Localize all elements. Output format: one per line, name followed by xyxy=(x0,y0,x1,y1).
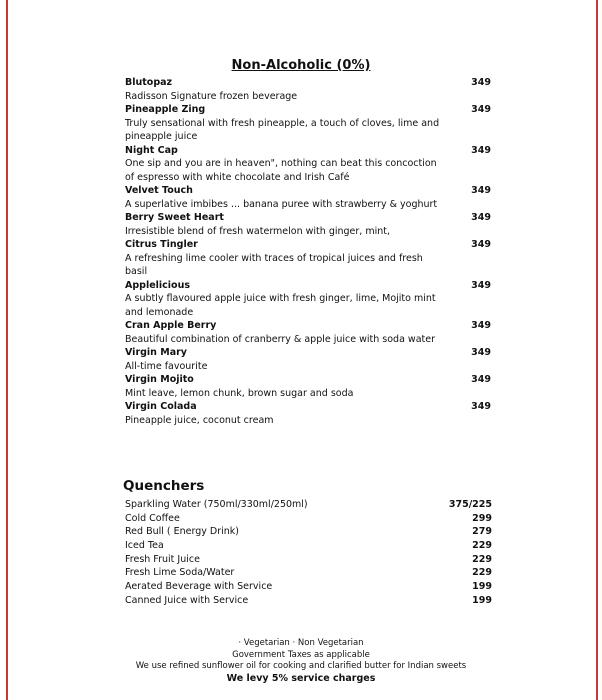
quencher-row xyxy=(125,594,495,608)
menu-item xyxy=(125,238,495,279)
item-description: One sip and you are in heaven", nothing can beat this concoction of espresso with white chocolate and Irish Café xyxy=(125,158,437,183)
item-name: Blutopaz xyxy=(125,77,173,88)
item-description: Mint leave, lemon chunk, brown sugar and soda xyxy=(125,387,354,399)
section-title: Non-Alcoholic (0%) xyxy=(231,58,371,73)
quencher-price: 229 xyxy=(472,567,492,579)
item-description: Radisson Signature frozen beverage xyxy=(125,90,298,102)
quencher-row xyxy=(125,525,495,539)
quencher-row xyxy=(125,566,495,580)
quencher-price: 199 xyxy=(472,581,492,593)
item-name: Virgin Colada xyxy=(125,401,197,412)
item-name: Virgin Mojito xyxy=(125,374,194,385)
item-name: Pineapple Zing xyxy=(125,104,206,115)
item-price: 349 xyxy=(471,239,491,250)
item-price: 349 xyxy=(471,212,491,223)
item-name: Night Cap xyxy=(125,144,178,156)
right-border xyxy=(596,0,598,700)
item-description: A refreshing lime cooler with traces of tropical juices and fresh basil xyxy=(125,252,423,277)
item-price: 349 xyxy=(471,104,491,115)
quencher-price: 299 xyxy=(472,512,492,524)
footer-oil-note: We use refined sunflower oil for cooking and clarified butter for Indian sweets xyxy=(135,661,467,671)
quencher-price: 229 xyxy=(472,540,492,552)
item-price: 349 xyxy=(471,401,491,412)
item-price: 349 xyxy=(471,77,491,88)
footer xyxy=(0,638,602,684)
item-name: Berry Sweet Heart xyxy=(125,212,224,223)
item-name: Applelicious xyxy=(125,279,190,291)
quencher-name: Canned Juice with Service xyxy=(125,594,249,606)
quencher-name: Fresh Lime Soda/Water xyxy=(125,567,235,579)
footer-legend: · Vegetarian · Non Vegetarian xyxy=(238,638,364,648)
quencher-row xyxy=(125,498,495,512)
menu-item xyxy=(125,279,495,320)
item-description: A subtly flavoured apple juice with fresh ginger, lime, Mojito mint and lemonade xyxy=(125,293,436,318)
menu-item xyxy=(125,400,495,427)
quencher-row xyxy=(125,539,495,553)
item-name: Velvet Touch xyxy=(125,185,193,196)
item-description: All-time favourite xyxy=(125,360,208,372)
menu-item xyxy=(125,76,495,103)
beverage-list xyxy=(125,76,495,427)
item-price: 349 xyxy=(471,144,491,156)
quencher-name: Aerated Beverage with Service xyxy=(125,581,273,593)
item-price: 349 xyxy=(471,185,491,196)
left-border xyxy=(6,0,8,700)
menu-item xyxy=(125,346,495,373)
item-name: Virgin Mary xyxy=(125,347,187,358)
item-name: Citrus Tingler xyxy=(125,239,198,250)
item-name: Cran Apple Berry xyxy=(125,320,217,331)
item-description: A superlative imbibes ... banana puree with strawberry & yoghurt xyxy=(125,198,438,210)
footer-taxes: Government Taxes as applicable xyxy=(232,649,370,660)
item-description: Irresistible blend of fresh watermelon with ginger, mint, xyxy=(125,225,390,237)
quenchers-title: Quenchers xyxy=(123,478,205,494)
quencher-name: Cold Coffee xyxy=(125,512,180,524)
quenchers-list xyxy=(125,498,495,608)
menu-item xyxy=(125,373,495,400)
item-description: Pineapple juice, coconut cream xyxy=(125,414,274,426)
item-price: 349 xyxy=(471,279,491,291)
item-description: Truly sensational with fresh pineapple, a touch of cloves, lime and pineapple juice xyxy=(125,117,440,142)
quencher-price: 279 xyxy=(472,526,492,538)
menu-item xyxy=(125,319,495,346)
quencher-row xyxy=(125,553,495,567)
quencher-row xyxy=(125,512,495,526)
quencher-name: Sparkling Water (750ml/330ml/250ml) xyxy=(125,499,308,510)
quencher-row xyxy=(125,580,495,594)
quencher-price: 199 xyxy=(472,594,492,606)
quencher-price: 229 xyxy=(472,553,492,565)
item-description: Beautiful combination of cranberry & apple juice with soda water xyxy=(125,333,435,345)
menu-item xyxy=(125,144,495,185)
item-price: 349 xyxy=(471,347,491,358)
quencher-name: Red Bull ( Energy Drink) xyxy=(125,526,239,538)
menu-item xyxy=(125,184,495,211)
quencher-name: Fresh Fruit Juice xyxy=(125,553,200,565)
footer-service-charge: We levy 5% service charges xyxy=(226,672,376,684)
quencher-name: Iced Tea xyxy=(125,540,164,552)
menu-item xyxy=(125,103,495,144)
item-price: 349 xyxy=(471,320,491,331)
item-price: 349 xyxy=(471,374,491,385)
quencher-price: 375/225 xyxy=(448,499,492,510)
menu-item xyxy=(125,211,495,238)
